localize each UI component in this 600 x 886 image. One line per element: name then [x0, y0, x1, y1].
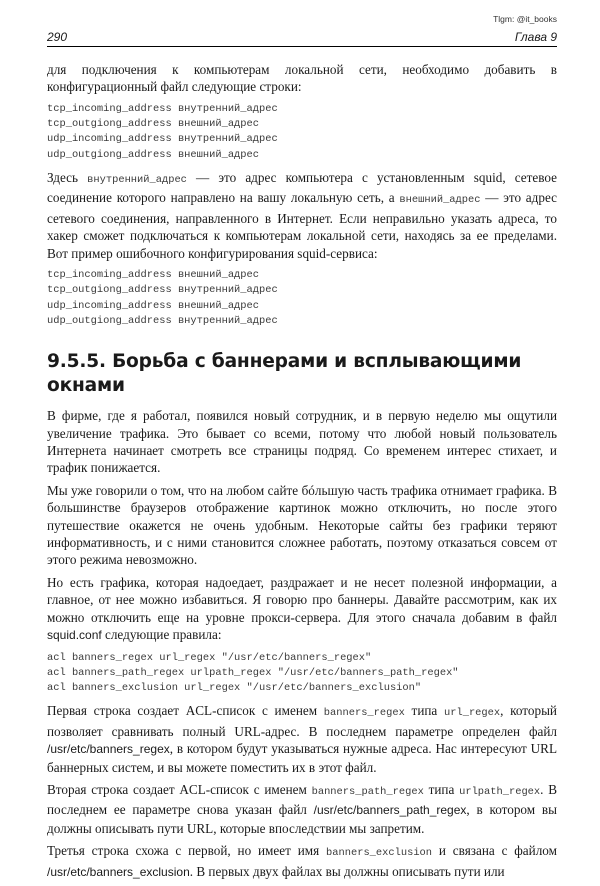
text: Третья строка схожа с первой, но имеет имя — [47, 843, 327, 859]
inline-code: внешний_адрес — [399, 194, 481, 207]
inline-code: url_regex — [444, 707, 501, 720]
code-line: tcp_incoming_address внутренний_адрес — [47, 102, 278, 115]
watermark: Tlgm: @it_books — [493, 14, 557, 24]
text: , который позволяет сравнивать полный URL-адрес. В последнем параметре определен файл — [47, 703, 557, 739]
text: типа — [404, 703, 444, 719]
paragraph-7 — [47, 781, 557, 837]
inline-code: banners_exclusion — [326, 847, 433, 860]
text: Здесь — [47, 170, 88, 185]
text: и связана с файлом — [432, 843, 557, 859]
page-content — [47, 61, 557, 886]
text: — это адрес компьютера с установленным squid, сетевое соединение которого направлено на вашу локальную сеть, а — [47, 170, 557, 206]
code-block-2 — [47, 268, 557, 329]
text: следующие правила: — [101, 627, 222, 643]
chapter-title: Глава 9 — [514, 30, 557, 44]
text: , в котором будут указываться нужные адреса. Нас интересуют URL баннерных систем, и вы можете поместить их в этот файл. — [47, 741, 557, 775]
code-line: udp_incoming_address внутренний_адрес — [47, 133, 278, 146]
paragraph-5 — [47, 574, 557, 645]
text: , в котором вы должны описывать пути URL, которые впоследствии мы запретим. — [47, 802, 557, 836]
inline-code: внутренний_адрес — [87, 174, 187, 186]
text: Вторая строка создает ACL-список с именем — [47, 782, 312, 798]
text: — это адрес сетевого соединения, направленного в Интернет. Если неправильно указать адреса, то хакер сможет подключаться к компьютерам локальной сети, находясь за ее пределами. Вот пример ошибочного конфигурирования squid-сервиса: — [47, 190, 557, 261]
paragraph-3: В фирме, где я работал, появился новый сотрудник, и в первую неделю мы ощутили увеличение трафика. Это бывает со всеми, потому что любой новый пользователь Интернета начинает смотреть все страницы подряд. Со временем интерес стихает, и трафик понижается. — [47, 408, 557, 476]
code-line: tcp_incoming_address внешний_адрес — [47, 269, 260, 282]
book-page — [47, 0, 558, 879]
code-block-3 — [47, 651, 557, 697]
text: Но есть графика, которая надоедает, раздражает и не несет полезной информации, а главное, от нее можно избавиться. Я говорю про баннеры. Давайте рассмотрим, как их можно отключить еще на уровне прокси-сервера. Для этого сначала добавим в файл — [47, 574, 557, 625]
inline-code: banners_path_regex — [311, 786, 424, 799]
text: . В последнем ее параметре снова указан файл — [47, 782, 558, 818]
file-name: squid.conf — [47, 628, 102, 643]
code-line: acl banners_regex url_regex "/usr/etc/banners_regex" — [47, 651, 372, 664]
code-line: tcp_outgiong_address внешний_адрес — [47, 118, 260, 131]
text: типа — [423, 782, 460, 798]
paragraph-6 — [47, 702, 557, 776]
file-path: /usr/etc/banners_regex — [47, 742, 170, 757]
paragraph-1: для подключения к компьютерам локальной сети, необходимо добавить в конфигурационный файл следующие строки: — [47, 62, 557, 95]
paragraph-2 — [47, 169, 557, 262]
code-line: udp_outgiong_address внутренний_адрес — [47, 314, 278, 327]
text: Первая строка создает ACL-список с именем — [47, 703, 324, 719]
file-path: /usr/etc/banners_exclusion — [47, 864, 190, 879]
inline-code: urlpath_regex — [459, 786, 541, 799]
paragraph-4: Мы уже говорили о том, что на любом сайте бóльшую часть трафика отнимает графика. В большинстве браузеров отображение картинок можно отключить, но после этого путешествие окажется не очень удобным. Некоторые сайты без графики теряют информативность, и с ними становится сложнее работать, поэтому отказаться совсем от этого режима невозможно. — [47, 482, 557, 568]
inline-code: banners_regex — [323, 707, 405, 720]
code-line: acl banners_path_regex urlpath_regex "/usr/etc/banners_path_regex" — [47, 666, 459, 679]
paragraph-8 — [47, 842, 557, 881]
text: . В первых двух файлах вы должны описывать пути или — [189, 863, 505, 879]
file-path: /usr/etc/banners_path_regex — [313, 803, 467, 818]
section-heading: 9.5.5. Борьба с баннерами и всплывающими окнами — [47, 351, 522, 397]
running-header — [47, 30, 557, 47]
code-line: tcp_outgiong_address внутренний_адрес — [47, 284, 278, 297]
code-line: udp_outgiong_address внешний_адрес — [47, 148, 260, 161]
page-number: 290 — [47, 30, 68, 44]
code-block-1 — [47, 102, 557, 163]
code-line: udp_incoming_address внешний_адрес — [47, 299, 260, 312]
code-line: acl banners_exclusion url_regex "/usr/etc/banners_exclusion" — [47, 682, 422, 695]
